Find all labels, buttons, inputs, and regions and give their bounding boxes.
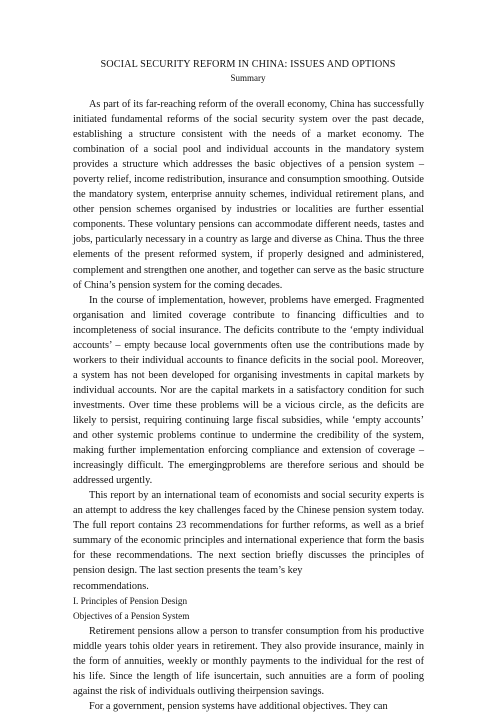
document-title: SOCIAL SECURITY REFORM IN CHINA: ISSUES AND OPTIONS: [100, 59, 396, 70]
section-heading: I. Principles of Pension Design: [73, 595, 188, 606]
paragraph-problems: In the course of implementation, however, problems have emerged. Fragmented organisation and limited coverage contribute to financing difficulties and to incompleteness of social insurance. The deficits contribute to the ‘empty individual accounts’ – empty because local governments often use the contributions made by workers to their individual accounts to finance deficits in the social pool. Moreover, a system has not been developed for organising investments in capital markets by individual accounts. Nor are the capital markets in a satisfactory condition for such investments. Over time these problems will be a vicious circle, as the deficits are likely to persist, requiring continuing large fiscal subsidies, while ‘empty accounts’ and other systemic problems continue to undermine the credibility of the system, making further implementation enforcing compliance and extension of coverage – increasingly difficult. The emergingproblems are therefore serious and should be addressed urgently.: [73, 294, 424, 487]
paragraph-intro: As part of its far-reaching reform of the overall economy, China has successfully initiated fundamental reforms of the social security system over the past decade, establishing a structure consistent with the needs of a market economy. The combination of a social pool and individual accounts in the mandatory system provides a structure which addresses the basic objectives of a pension system – poverty relief, income redistribution, insurance and consumption smoothing. Outside the mandatory system, enterprise annuity schemes, individual retirement plans, and other pension schemes organised by industries or localities are further essential components. These voluntary pensions can accommodate different needs, tastes and jobs, particularly necessary in a country as large and diverse as China. Thus the three elements of the present reformed system, if properly designed and administered, complement and strengthen one another, and together can serve as the basic structure of China’s pension system for the coming decades.: [73, 99, 424, 291]
paragraph-retirement: Retirement pensions allow a person to transfer consumption from his productive middle years tohis older years in retirement. They also provide insurance, mainly in the form of annuities, weekly or monthly payments to the individual for the rest of his life. Since the length of life isuncertain, such annuities are a form of pooling against the risk of individuals outliving theirpension savings.: [73, 625, 424, 697]
paragraph-government: For a government, pension systems have additional objectives. They can: [89, 700, 388, 712]
document-subtitle: Summary: [230, 73, 266, 83]
paragraph-continuation: recommendations.: [73, 580, 149, 592]
paragraph-report: This report by an international team of economists and social security experts is an attempt to address the key challenges faced by the Chinese pension system today. The full report contains 23 recommendations for further reforms, as well as a brief summary of the economic principles and international experience that form the basis for these recommendations. The next section briefly discusses the principles of pension design. The last section presents the team’s key: [73, 490, 424, 577]
document-body: [73, 97, 424, 714]
subsection-heading: Objectives of a Pension System: [73, 610, 190, 621]
